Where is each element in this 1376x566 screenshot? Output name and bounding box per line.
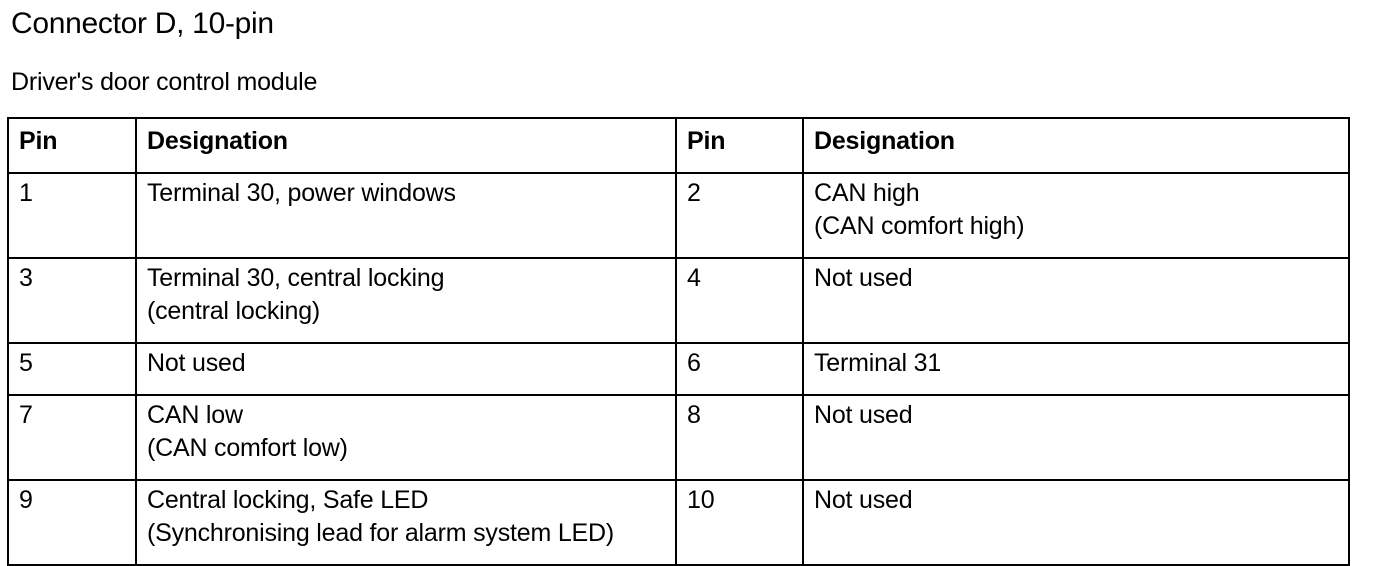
table-row (8, 343, 1349, 395)
page-title: Connector D, 10-pin (11, 7, 274, 40)
table-row (8, 173, 1349, 258)
designation-line: CAN low (147, 401, 243, 429)
table-row (8, 258, 1349, 343)
designation-cell (803, 480, 1349, 565)
pin-cell: 7 (8, 395, 136, 480)
pin-cell: 8 (676, 395, 803, 480)
designation-cell (136, 343, 676, 395)
pin-cell: 6 (676, 343, 803, 395)
designation-line: Terminal 30, central locking (147, 264, 445, 292)
designation-line: Not used (814, 264, 913, 292)
designation-line: Central locking, Safe LED (147, 486, 429, 514)
pin-cell: 5 (8, 343, 136, 395)
designation-cell (803, 258, 1349, 343)
pin-cell: 2 (676, 173, 803, 258)
designation-cell (136, 258, 676, 343)
designation-line: CAN high (814, 179, 920, 207)
designation-line: Terminal 30, power windows (147, 179, 456, 207)
designation-cell (136, 395, 676, 480)
designation-cell (136, 480, 676, 565)
header-designation-left: Designation (136, 118, 676, 173)
header-pin-right: Pin (676, 118, 803, 173)
designation-line: Not used (147, 349, 246, 377)
pin-cell: 1 (8, 173, 136, 258)
designation-line: (CAN comfort low) (147, 434, 348, 462)
pin-cell: 9 (8, 480, 136, 565)
table-row (8, 395, 1349, 480)
designation-line: (CAN comfort high) (814, 212, 1025, 240)
header-pin-left: Pin (8, 118, 136, 173)
designation-cell (803, 395, 1349, 480)
designation-line: Not used (814, 401, 913, 429)
header-designation-right: Designation (803, 118, 1349, 173)
designation-cell (803, 173, 1349, 258)
designation-line: (Synchronising lead for alarm system LED) (147, 519, 614, 547)
table-header-row (8, 118, 1349, 173)
designation-line: Terminal 31 (814, 349, 942, 377)
pin-cell: 4 (676, 258, 803, 343)
pin-cell: 3 (8, 258, 136, 343)
pin-cell: 10 (676, 480, 803, 565)
page-subtitle: Driver's door control module (11, 68, 318, 96)
designation-cell (803, 343, 1349, 395)
designation-line: (central locking) (147, 297, 321, 325)
table-row (8, 480, 1349, 565)
designation-cell (136, 173, 676, 258)
pin-assignment-table (7, 117, 1350, 566)
designation-line: Not used (814, 486, 913, 514)
